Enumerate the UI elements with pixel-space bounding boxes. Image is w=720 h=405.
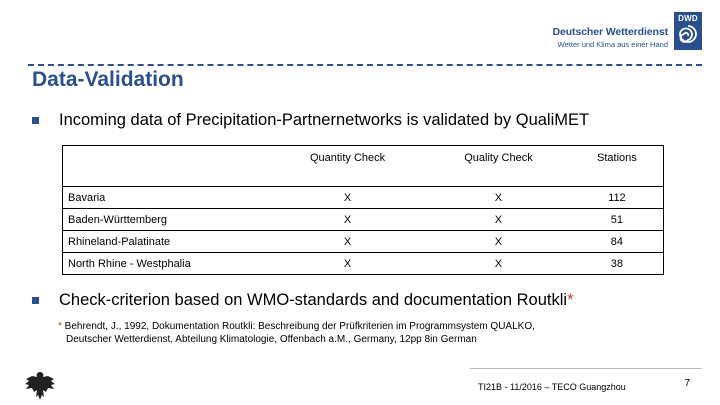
quality-cell: X — [494, 213, 503, 226]
bullet-text: Incoming data of Precipitation-Partnernetworks is validated by QualiMET — [59, 111, 590, 129]
state-cell: Bavaria — [63, 187, 270, 209]
bullet-item — [32, 111, 589, 130]
dwd-emblem — [674, 12, 702, 50]
table-row — [63, 209, 664, 231]
quantity-cell: X — [343, 235, 352, 248]
page-number: 7 — [684, 378, 690, 389]
bullet-item — [32, 291, 574, 310]
asterisk-marker: * — [567, 291, 574, 309]
table-header-row — [63, 146, 664, 187]
footer-divider — [470, 368, 702, 369]
dwd-abbr: DWD — [678, 14, 698, 23]
federal-eagle-icon — [22, 370, 58, 402]
footnote-marker: * — [58, 321, 62, 332]
stations-cell: 84 — [571, 231, 664, 253]
bullet-square-icon — [32, 297, 39, 304]
bullet-text: Check-criterion based on WMO-standards and documentation Routkli — [59, 291, 568, 309]
quality-cell: X — [494, 235, 503, 248]
dwd-logo — [553, 12, 702, 50]
table-row — [63, 231, 664, 253]
table-header-cell: Quantity Check — [269, 146, 426, 187]
logo-subtitle: Wetter und Klima aus einer Hand — [557, 40, 668, 49]
footnote-line2: Deutscher Wetterdienst, Abteilung Klimatologie, Offenbach a.M., Germany, 12pp 8in German — [66, 334, 477, 345]
quality-cell: X — [426, 187, 571, 209]
header-divider — [28, 64, 702, 66]
stations-cell: 51 — [571, 209, 664, 231]
table-row — [63, 253, 664, 275]
state-cell: Rhineland-Palatinate — [63, 231, 270, 253]
stations-cell: 38 — [571, 253, 664, 275]
quality-cell: X — [494, 257, 503, 270]
page-title: Data-Validation — [32, 68, 184, 91]
bullet-square-icon — [32, 117, 39, 124]
footer-event: TI21B - 11/2016 – TECO Guangzhou — [478, 382, 626, 392]
state-cell: Baden-Württemberg — [63, 209, 270, 231]
table-header-cell: Stations — [571, 146, 664, 187]
quantity-cell: X — [343, 257, 352, 270]
table-header-cell — [63, 146, 270, 187]
quantity-cell: X — [269, 187, 426, 209]
validation-table — [62, 145, 664, 275]
state-cell: North Rhine - Westphalia — [63, 253, 270, 275]
table-header-cell: Quality Check — [426, 146, 571, 187]
footnote-line1: Behrendt, J., 1992, Dokumentation Routkli: Beschreibung der Prüfkriterien im Programmsystem QUALKO, — [61, 321, 535, 332]
quantity-cell: X — [343, 213, 352, 226]
logo-name: Deutscher Wetterdienst — [552, 26, 668, 38]
swirl-icon — [677, 23, 699, 45]
stations-cell: 112 — [571, 187, 664, 209]
table-row — [63, 187, 664, 209]
footnote — [58, 320, 698, 346]
